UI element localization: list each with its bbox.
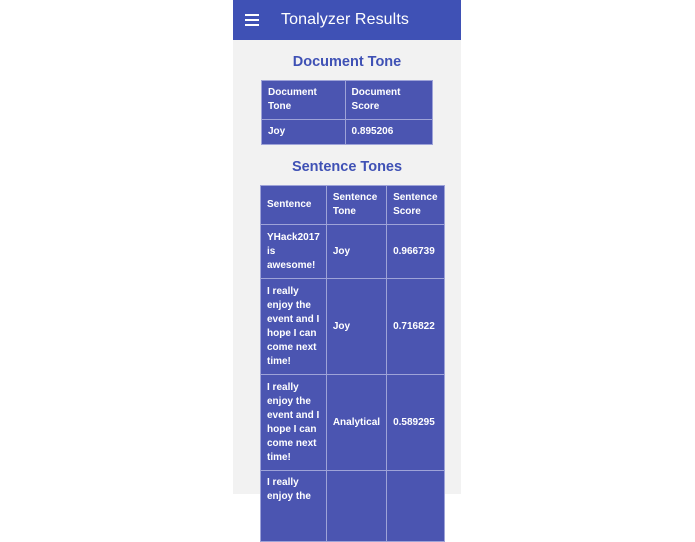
table-row — [261, 375, 445, 471]
document-score-cell: 0.895206 — [345, 120, 432, 145]
column-header: Sentence Score — [387, 186, 444, 225]
column-header: Sentence Tone — [326, 186, 386, 225]
sentence-cell: I really enjoy the — [261, 471, 327, 542]
column-header: Document Tone — [262, 81, 346, 120]
table-row — [261, 225, 445, 279]
table-header-row — [262, 81, 433, 120]
document-tone-heading: Document Tone — [292, 54, 402, 70]
table-row — [261, 279, 445, 375]
document-tone-table — [261, 80, 433, 145]
app-bar — [233, 0, 461, 40]
sentence-tones-table — [260, 185, 445, 542]
app-title: Tonalyzer Results — [281, 11, 409, 28]
column-header: Sentence — [261, 186, 327, 225]
sentence-tone-cell: Joy — [326, 225, 386, 279]
table-row — [261, 471, 445, 542]
sentence-tone-cell — [326, 471, 386, 542]
table-row — [262, 120, 433, 145]
sentence-tone-cell: Joy — [326, 279, 386, 375]
document-tone-cell: Joy — [262, 120, 346, 145]
table-header-row — [261, 186, 445, 225]
results-content — [233, 40, 461, 542]
phone-screen — [233, 0, 461, 502]
sentence-score-cell: 0.589295 — [387, 375, 444, 471]
sentence-cell: YHack2017 is awesome! — [261, 225, 327, 279]
sentence-score-cell — [387, 471, 444, 542]
sentence-score-cell: 0.716822 — [387, 279, 444, 375]
sentence-tones-heading: Sentence Tones — [291, 159, 403, 175]
column-header: Document Score — [345, 81, 432, 120]
sentence-cell: I really enjoy the event and I hope I can come next time! — [261, 279, 327, 375]
sentence-cell: I really enjoy the event and I hope I can come next time! — [261, 375, 327, 471]
sentence-tone-cell: Analytical — [326, 375, 386, 471]
menu-icon[interactable] — [245, 14, 259, 26]
sentence-score-cell: 0.966739 — [387, 225, 444, 279]
